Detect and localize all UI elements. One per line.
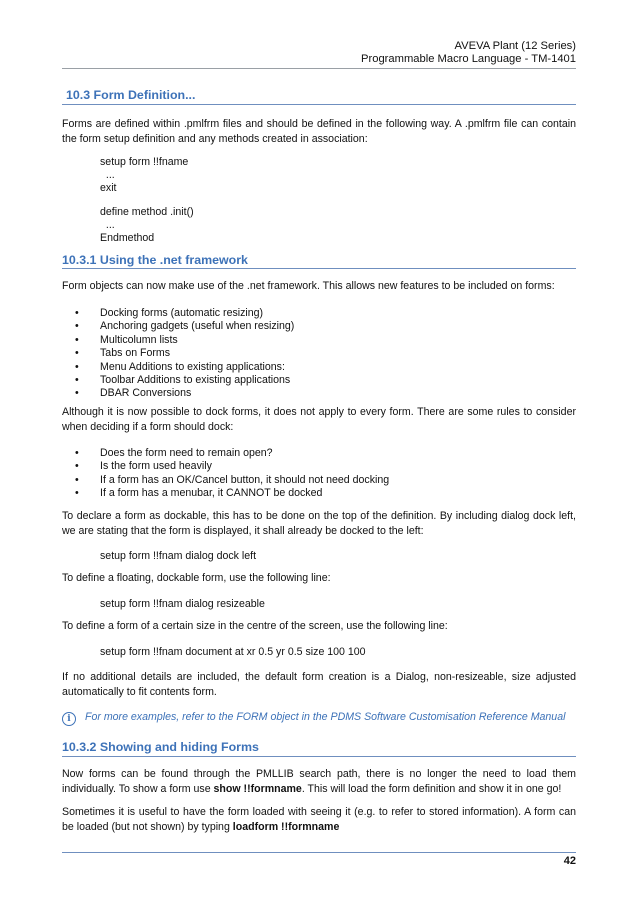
- code-block-method: [100, 206, 194, 245]
- footer-divider: [62, 852, 576, 853]
- list-item: • If a form has an OK/Cancel button, it should not need docking: [75, 473, 390, 486]
- floating-paragraph: To define a floating, dockable form, use the following line:: [62, 572, 331, 584]
- list-item: • Toolbar Additions to existing applications: [75, 373, 291, 386]
- bullet-icon: •: [75, 360, 79, 373]
- bullet-icon: •: [75, 387, 79, 400]
- section-heading: 10.3 Form Definition...: [66, 88, 196, 102]
- loadform-command: loadform !!formname: [232, 821, 340, 833]
- bullet-icon: •: [75, 373, 79, 386]
- list-item: • Does the form need to remain open?: [75, 447, 273, 459]
- list-item: • Anchoring gadgets (useful when resizing): [75, 320, 295, 333]
- code-line: ...: [100, 169, 115, 181]
- section-intro: Forms are defined within .pmlfrm files and should be defined in the following way. A .pmlfrm file can contain the form setup definition and any methods created in association:: [62, 118, 576, 145]
- list-item: • Tabs on Forms: [75, 347, 171, 360]
- header-course: Programmable Macro Language - TM-1401: [361, 53, 576, 65]
- bullet-icon: •: [75, 320, 79, 333]
- bullet-icon: •: [75, 333, 79, 346]
- code-line: exit: [100, 182, 117, 194]
- code-document-size: setup form !!fnam document at xr 0.5 yr 0.5 size 100 100: [100, 646, 366, 658]
- list-item: • Is the form used heavily: [75, 460, 212, 473]
- dock-rules-list: [62, 447, 389, 501]
- page-number: 42: [563, 855, 576, 867]
- bullet-icon: •: [75, 487, 79, 500]
- subsection-heading-rule: [62, 756, 576, 757]
- info-icon: i: [62, 712, 76, 726]
- show-paragraph: Now forms can be found through the PMLLIB search path, there is no longer the need to load them individually. To show a form use show !!formname. This will load the form definition and show it in one go!: [62, 768, 576, 795]
- code-line: setup form !!fname: [100, 156, 189, 168]
- list-item: • If a form has a menubar, it CANNOT be docked: [75, 487, 323, 500]
- code-dock-left: setup form !!fnam dialog dock left: [100, 550, 257, 562]
- bullet-icon: •: [75, 307, 79, 319]
- bullet-icon: •: [75, 347, 79, 360]
- list-item: • Docking forms (automatic resizing): [75, 307, 264, 319]
- subsection-heading-showing: 10.3.2 Showing and hiding Forms: [62, 740, 259, 754]
- net-intro: Form objects can now make use of the .net framework. This allows new features to be included on forms:: [62, 280, 555, 292]
- default-paragraph: If no additional details are included, the default form creation is a Dialog, non-resizeable, size adjusted automatically to fit contents form.: [62, 671, 576, 698]
- bullet-icon: •: [75, 460, 79, 473]
- code-block-setup: [100, 156, 188, 195]
- header-divider: [62, 68, 576, 69]
- code-resizeable: setup form !!fnam dialog resizeable: [100, 598, 265, 610]
- subsection-heading-net: 10.3.1 Using the .net framework: [62, 253, 248, 267]
- dock-paragraph: Although it is now possible to dock forms, it does not apply to every form. There are some rules to consider when deciding if a form should dock:: [62, 406, 576, 433]
- section-heading-rule: [62, 104, 576, 105]
- header-product: AVEVA Plant (12 Series): [454, 40, 576, 52]
- feature-list: [62, 307, 294, 401]
- code-line: define method .init(): [100, 206, 194, 218]
- bullet-icon: •: [75, 447, 79, 459]
- show-command: show !!formname: [213, 783, 302, 795]
- list-item: • Menu Additions to existing applications:: [75, 360, 285, 373]
- bullet-icon: •: [75, 473, 79, 486]
- code-line: Endmethod: [100, 232, 155, 244]
- list-item: • Multicolumn lists: [75, 333, 178, 346]
- declare-paragraph: To declare a form as dockable, this has to be done on the top of the definition. By including dialog dock left, we are stating that the form is displayed, it shall already be docked to the left:: [62, 510, 576, 537]
- loadform-paragraph: Sometimes it is useful to have the form loaded with seeing it (e.g. to refer to stored information). A form can be loaded (but not shown) by typing loadform !!formname: [62, 806, 576, 833]
- size-paragraph: To define a form of a certain size in the centre of the screen, use the following line:: [62, 620, 448, 632]
- list-item: • DBAR Conversions: [75, 387, 192, 400]
- subsection-heading-rule: [62, 268, 576, 269]
- code-line: ...: [100, 219, 115, 231]
- reference-note: i For more examples, refer to the FORM object in the PDMS Software Customisation Reference Manual: [62, 711, 565, 726]
